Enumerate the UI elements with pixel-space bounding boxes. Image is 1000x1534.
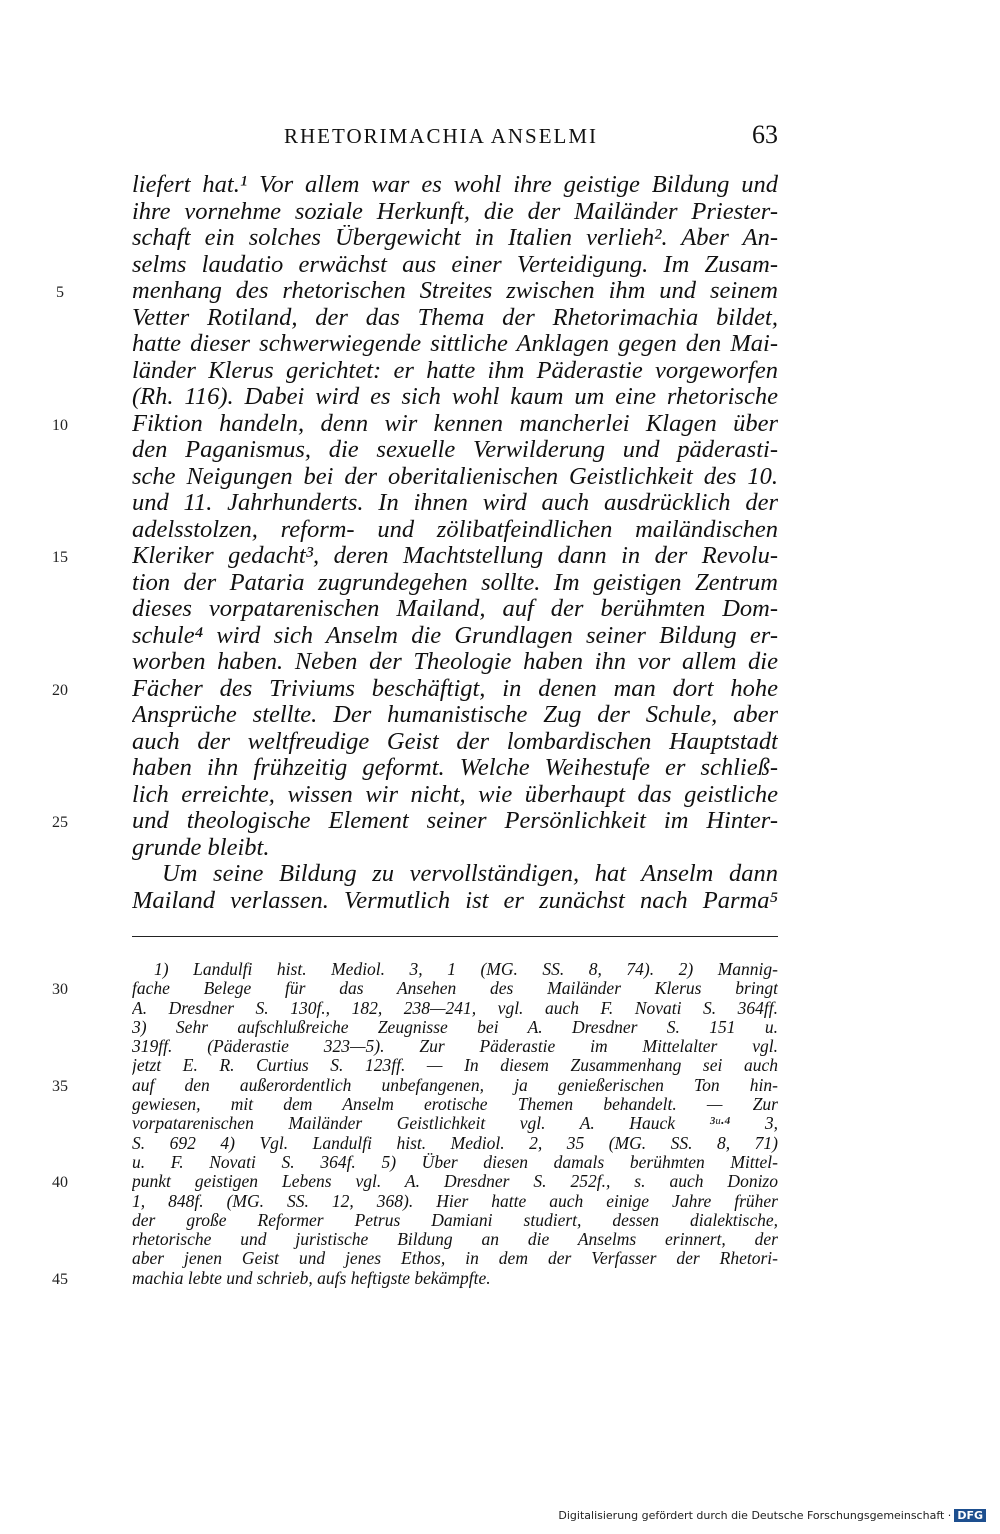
line-number: 40	[52, 1174, 68, 1192]
footnote-line: rhetorische und juristische Bildung an die Anselms erinnert, der	[132, 1230, 778, 1250]
text-line: Um seine Bildung zu vervollständigen, hat Anselm dann	[162, 861, 778, 887]
dfg-credit-text: Digitalisierung gefördert durch die Deutsche Forschungsgemeinschaft ·	[558, 1509, 952, 1522]
text-line: tion der Pataria zugrundegehen sollte. Im geistigen Zentrum	[132, 569, 778, 596]
dfg-logo: DFG	[954, 1509, 986, 1522]
text-line: und 11. Jahrhunderts. In ihnen wird auch ausdrücklich der	[132, 490, 778, 516]
footnote-line: 319ff. (Päderastie 323—5). Zur Päderastie im Mittelalter vgl.	[132, 1037, 778, 1057]
line-number: 15	[52, 549, 68, 566]
text-line: selms laudatio erwächst aus einer Verteidigung. Im Zusam-	[132, 251, 778, 278]
footnote-line: aber jenen Geist und jenes Ethos, in dem der Verfasser der Rhetori-	[132, 1249, 778, 1269]
footnote-line: auf den außerordentlich unbefangenen, ja genießerischen Ton hin-	[132, 1075, 778, 1095]
text-line: Kleriker gedacht³, deren Machtstellung dann in der Revolu-	[132, 543, 778, 569]
line-number: 5	[56, 284, 64, 301]
footnote-separator	[132, 936, 778, 937]
text-line: grunde bleibt.	[132, 834, 270, 861]
dfg-credit	[558, 1509, 986, 1522]
text-line: Mailand verlassen. Vermutlich ist er zunächst nach Parma⁵	[132, 887, 778, 914]
text-line: den Paganismus, die sexuelle Verwilderung und päderasti-	[132, 437, 778, 463]
line-number: 10	[52, 416, 68, 434]
line-number: 25	[52, 814, 68, 831]
text-line: Fächer des Triviums beschäftigt, in denen man dort hohe	[132, 675, 778, 702]
line-number: 30	[52, 981, 68, 999]
text-line: schule⁴ wird sich Anselm die Grundlagen seiner Bildung er-	[132, 622, 778, 649]
footnote-line: 1, 848f. (MG. SS. 12, 368). Hier hatte auch einige Jahre früher	[132, 1191, 778, 1211]
text-line: lich erreichte, wissen wir nicht, wie überhaupt das geistliche	[132, 781, 778, 808]
text-line: (Rh. 116). Dabei wird es sich wohl kaum um eine rhetorische	[132, 384, 778, 410]
footnote-line: S. 692 4) Vgl. Landulfi hist. Mediol. 2, 35 (MG. SS. 8, 71)	[132, 1133, 778, 1153]
text-line: länder Klerus gerichtet: er hatte ihm Päderastie vorgeworfen	[132, 357, 778, 384]
footnote-line: u. F. Novati S. 364f. 5) Über diesen damals berühmten Mittel-	[132, 1152, 778, 1172]
footnote-line: vorpatarenischen Mailänder Geistlichkeit vgl. A. Hauck ³ᵘ·⁴ 3,	[132, 1114, 778, 1134]
text-line: menhang des rhetorischen Streites zwischen ihm und seinem	[132, 278, 778, 304]
text-line: Vetter Rotiland, der das Thema der Rhetorimachia bildet,	[132, 304, 778, 331]
footnotes	[132, 960, 778, 1288]
text-line: auch der weltfreudige Geist der lombardischen Hauptstadt	[132, 728, 778, 755]
footnote-line: jetzt E. R. Curtius S. 123ff. — In diesem Zusammenhang sei auch	[132, 1056, 778, 1076]
page-number: 63	[752, 120, 778, 149]
footnote-line: 1) Landulfi hist. Mediol. 3, 1 (MG. SS. 8, 74). 2) Mannig-	[154, 960, 778, 979]
footnote-line: der große Reformer Petrus Damiani studiert, dessen dialektische,	[132, 1210, 778, 1230]
text-line: Fiktion handeln, denn wir kennen mancherlei Klagen über	[132, 410, 778, 437]
text-line: schaft ein solches Übergewicht in Italien verlieh². Aber An-	[132, 225, 778, 251]
text-line: sche Neigungen bei der oberitalienischen Geistlichkeit des 10.	[132, 463, 778, 490]
text-line: und theologische Element seiner Persönlichkeit im Hinter-	[132, 808, 778, 834]
text-line: hatte dieser schwerwiegende sittliche Anklagen gegen den Mai-	[132, 331, 778, 357]
text-line: haben ihn frühzeitig geformt. Welche Weihestufe er schließ-	[132, 755, 778, 781]
footnote-line: fache Belege für das Ansehen des Mailänder Klerus bringt	[132, 979, 778, 999]
footnote-line: machia lebte und schrieb, aufs heftigste bekämpfte.	[132, 1268, 491, 1288]
text-line: dieses vorpatarenischen Mailand, auf der berühmten Dom-	[132, 596, 778, 622]
text-line: ihre vornehme soziale Herkunft, die der Mailänder Priester-	[132, 198, 778, 225]
line-number: 45	[52, 1270, 68, 1288]
running-title: RHETORIMACHIA ANSELMI	[284, 124, 599, 148]
footnote-line: A. Dresdner S. 130f., 182, 238—241, vgl. auch F. Novati S. 364ff.	[132, 998, 778, 1018]
text-line: Ansprüche stellte. Der humanistische Zug der Schule, aber	[132, 702, 778, 728]
page-header	[132, 122, 778, 154]
text-line: adelsstolzen, reform- und zölibatfeindlichen mailändischen	[132, 516, 778, 543]
footnote-line: punkt geistigen Lebens vgl. A. Dresdner S. 252f., s. auch Donizo	[132, 1172, 778, 1192]
line-number: 35	[52, 1077, 68, 1095]
text-line: worben haben. Neben der Theologie haben ihn vor allem die	[132, 649, 778, 675]
line-number: 20	[52, 681, 68, 699]
footnote-line: gewiesen, mit dem Anselm erotische Themen behandelt. — Zur	[132, 1095, 778, 1115]
footnote-line: 3) Sehr aufschlußreiche Zeugnisse bei A. Dresdner S. 151 u.	[132, 1017, 778, 1037]
text-line: liefert hat.¹ Vor allem war es wohl ihre geistige Bildung und	[132, 172, 778, 198]
main-text	[132, 172, 778, 914]
